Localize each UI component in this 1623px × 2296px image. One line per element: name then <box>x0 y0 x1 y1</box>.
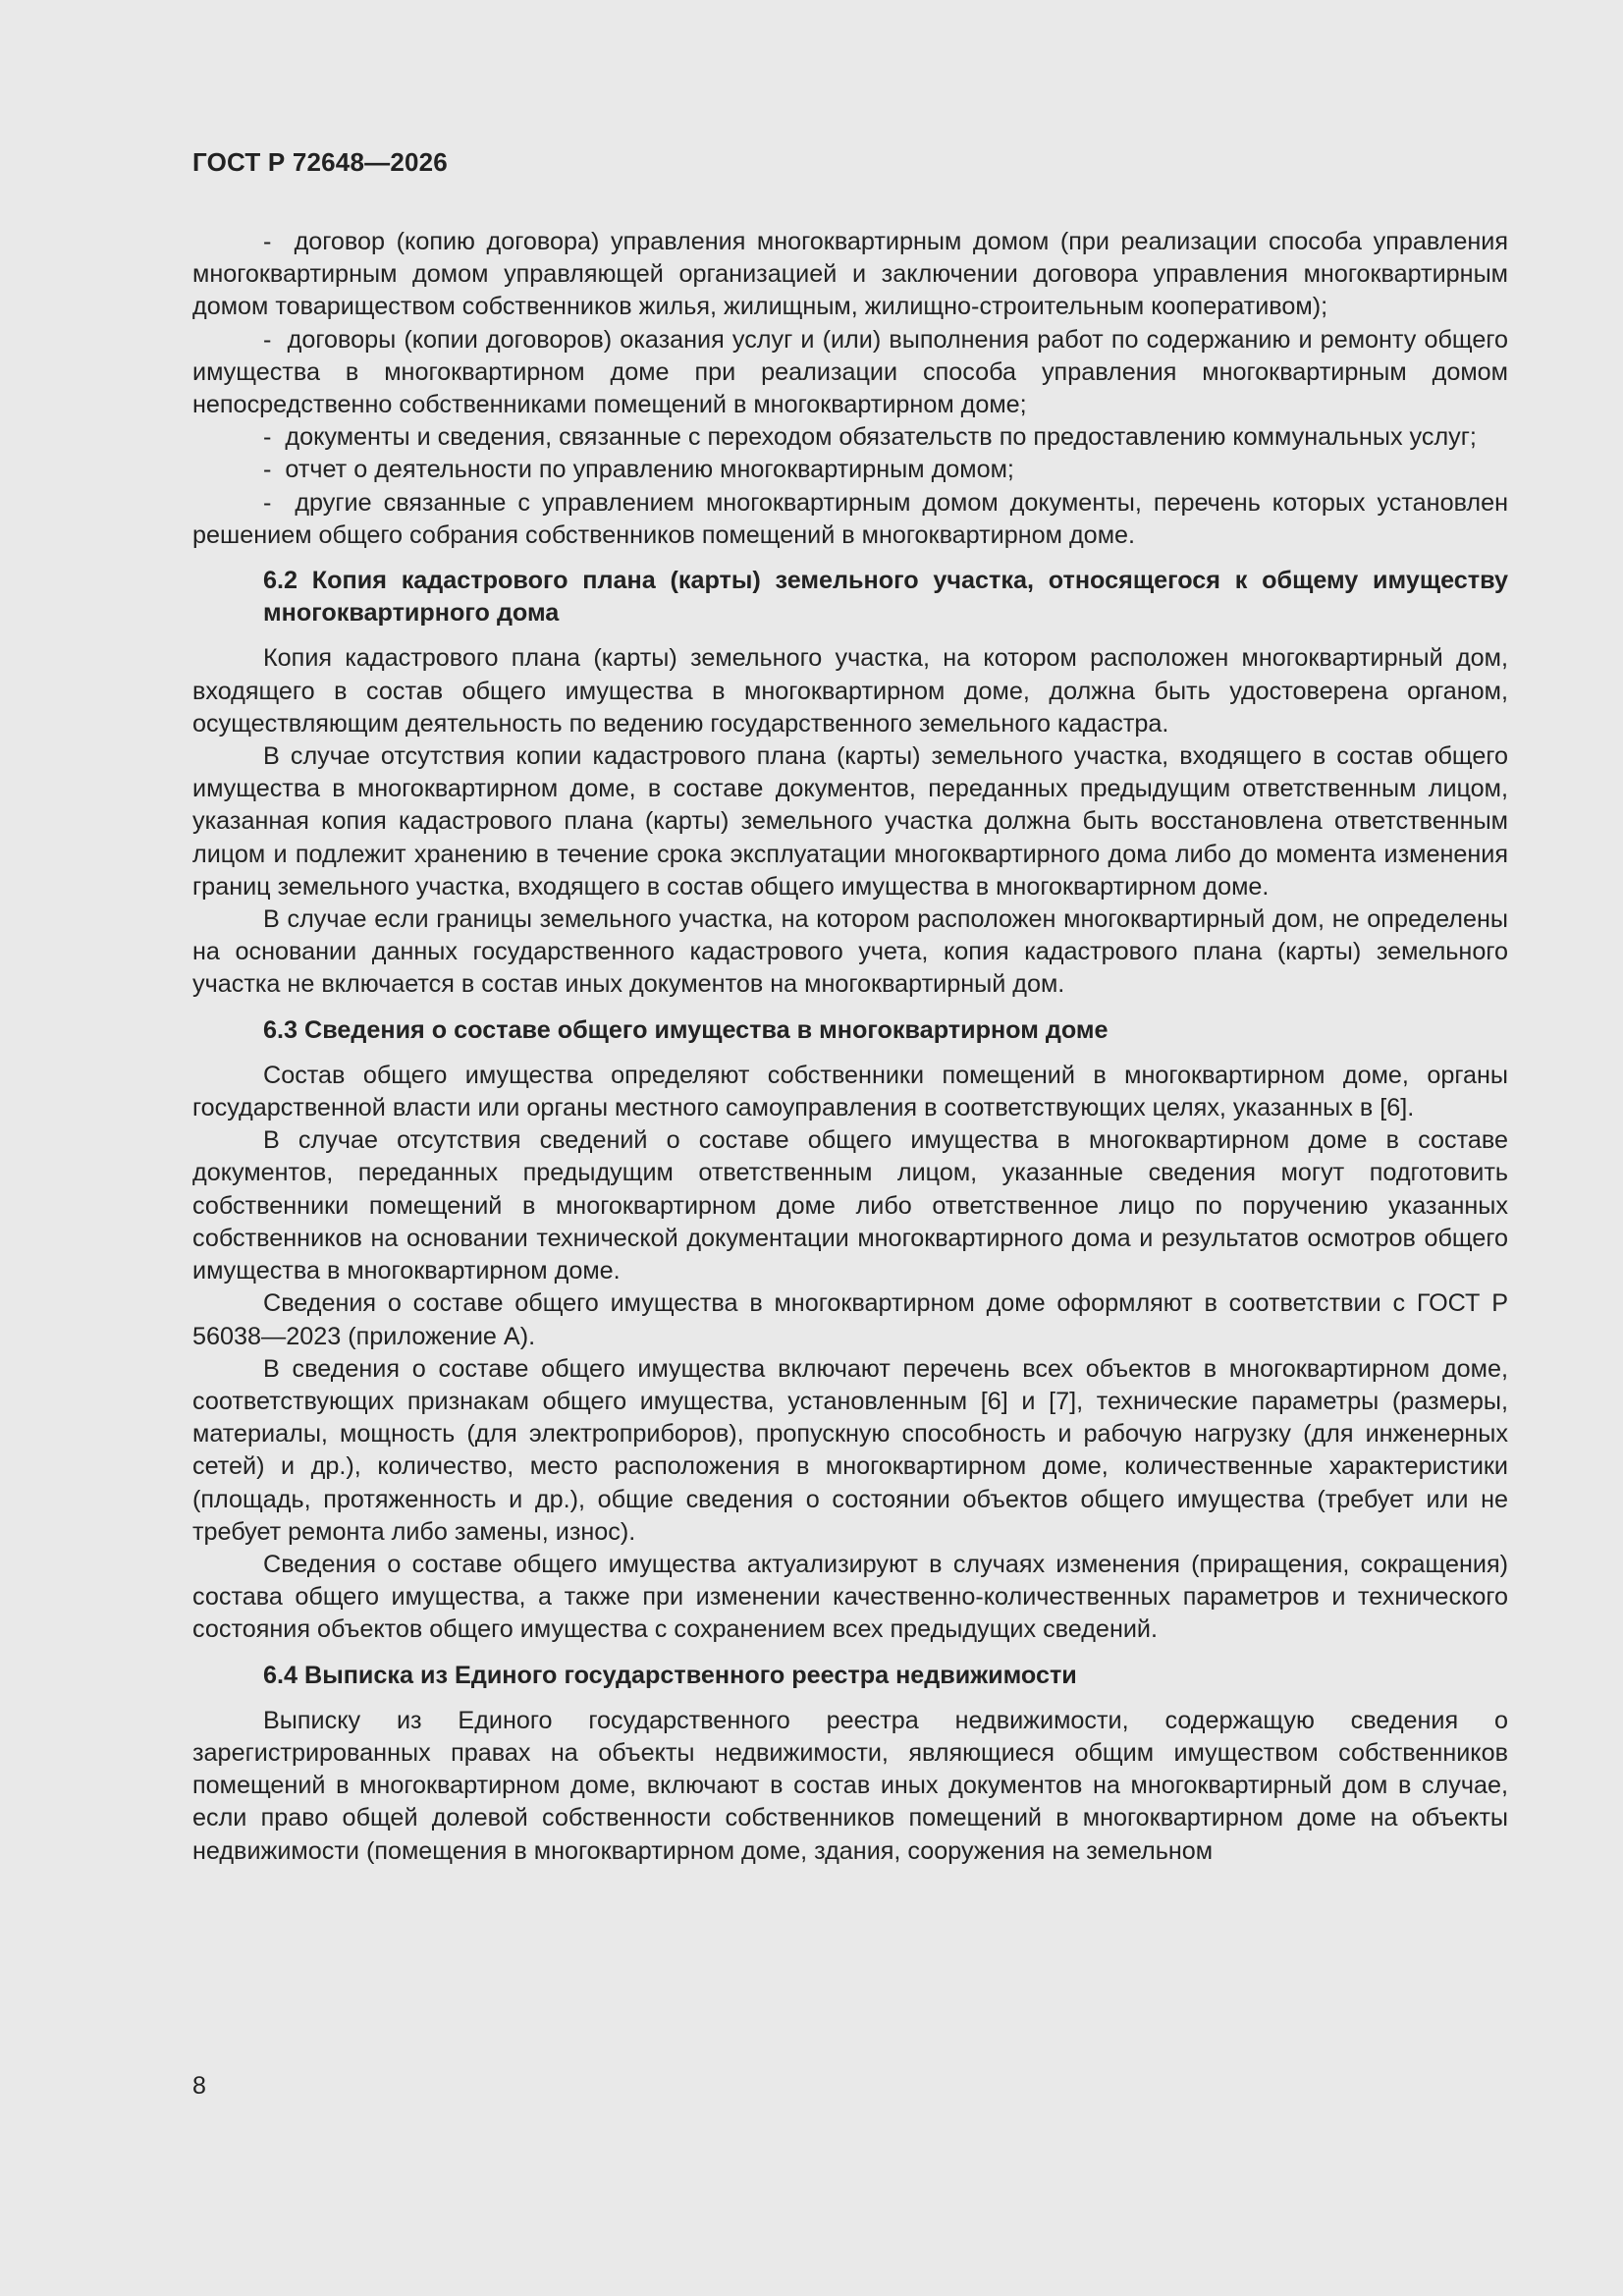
paragraph: В случае отсутствия копии кадастрового плана (карты) земельного участка, входящего в состав общего имущества в многоквартирном доме, в составе документов, переданных предыдущим ответственным лицом, указанная копия кадастрового плана (карты) земельного участка должна быть восстановлена ответственным лицом и подлежит хранению в течение срока эксплуатации многоквартирного дома либо до момента изменения границ земельного участка, входящего в состав общего имущества в многоквартирном доме. <box>192 742 1508 901</box>
section-heading-6-2: 6.2 Копия кадастрового плана (карты) земельного участка, относящегося к общему имуществу многоквартирного дома <box>263 567 1508 628</box>
paragraph: В случае если границы земельного участка, на котором расположен многоквартирный дом, не определены на основании данных государственного кадастрового учета, копия кадастрового плана (карты) земельного участка не включается в состав иных документов на многоквартирный дом. <box>192 905 1508 999</box>
list-item: - договоры (копии договоров) оказания услуг и (или) выполнения работ по содержанию и ремонту общего имущества в многоквартирном доме при реализации способа управления многоквартирным домом непосредственно собственниками помещений в многоквартирном доме; <box>192 324 1508 422</box>
section-heading-6-4: 6.4 Выписка из Единого государственного реестра недвижимости <box>263 1661 1077 1689</box>
paragraph: Состав общего имущества определяют собственники помещений в многоквартирном доме, органы государственной власти или органы местного самоуправления в соответствующих целях, указанных в [6]. <box>192 1061 1508 1122</box>
paragraph: Сведения о составе общего имущества в многоквартирном доме оформляют в соответствии с ГОСТ Р 56038—2023 (приложение А). <box>192 1289 1508 1350</box>
paragraph: Копия кадастрового плана (карты) земельного участка, на котором расположен многоквартирный дом, входящего в состав общего имущества в многоквартирном доме, должна быть удостоверена органом, осуществляющим деятельность по ведению государственного земельного кадастра. <box>192 644 1508 738</box>
list-item: - документы и сведения, связанные с переходом обязательств по предоставлению коммунальных услуг; <box>192 421 1508 454</box>
paragraph: В случае отсутствия сведений о составе общего имущества в многоквартирном доме в составе документов, переданных предыдущим ответственным лицом, указанные сведения могут подготовить собственники помещений в многоквартирном доме либо ответственное лицо по поручению указанных собственников на основании технической документации многоквартирного дома и результатов осмотров общего имущества в многоквартирном доме. <box>192 1126 1508 1285</box>
page-number: 8 <box>192 2072 206 2100</box>
section-heading-6-3: 6.3 Сведения о составе общего имущества в многоквартирном доме <box>263 1015 1109 1044</box>
paragraph: Сведения о составе общего имущества актуализируют в случаях изменения (приращения, сокращения) состава общего имущества, а также при изменении качественно-количественных параметров и технического состояния объектов общего имущества с сохранением всех предыдущих сведений. <box>192 1550 1508 1644</box>
list-item: - другие связанные с управлением многоквартирным домом документы, перечень которых установлен решением общего собрания собственников помещений в многоквартирном доме. <box>192 487 1508 552</box>
paragraph: В сведения о составе общего имущества включают перечень всех объектов в многоквартирном доме, соответствующих признакам общего имущества, установленным [6] и [7], технические параметры (размеры, материалы, мощность (для электроприборов), пропускную способность и рабочую нагрузку (для инженерных сетей) и др.), количество, место расположения в многоквартирном доме, количественные характеристики (площадь, протяженность и др.), общие сведения о состоянии объектов общего имущества (требует или не требует ремонта либо замены, износ). <box>192 1354 1508 1546</box>
list-item: - договор (копию договора) управления многоквартирным домом (при реализации способа управления многоквартирным домом управляющей организацией и заключении договора управления многоквартирным домом товариществом собственников жилья, жилищным, жилищно-строительным кооперативом); <box>192 226 1508 324</box>
document-body <box>192 226 1508 1868</box>
document-header: ГОСТ Р 72648—2026 <box>192 147 448 177</box>
paragraph: Выписку из Единого государственного реестра недвижимости, содержащую сведения о зарегистрированных правах на объекты недвижимости, являющиеся общим имуществом собственников помещений в многоквартирном доме, включают в состав иных документов на многоквартирный дом в случае, если право общей долевой собственности собственников помещений в многоквартирном доме на объекты недвижимости (помещения в многоквартирном доме, здания, сооружения на земельном <box>192 1706 1508 1865</box>
list-item: - отчет о деятельности по управлению многоквартирным домом; <box>192 454 1508 486</box>
